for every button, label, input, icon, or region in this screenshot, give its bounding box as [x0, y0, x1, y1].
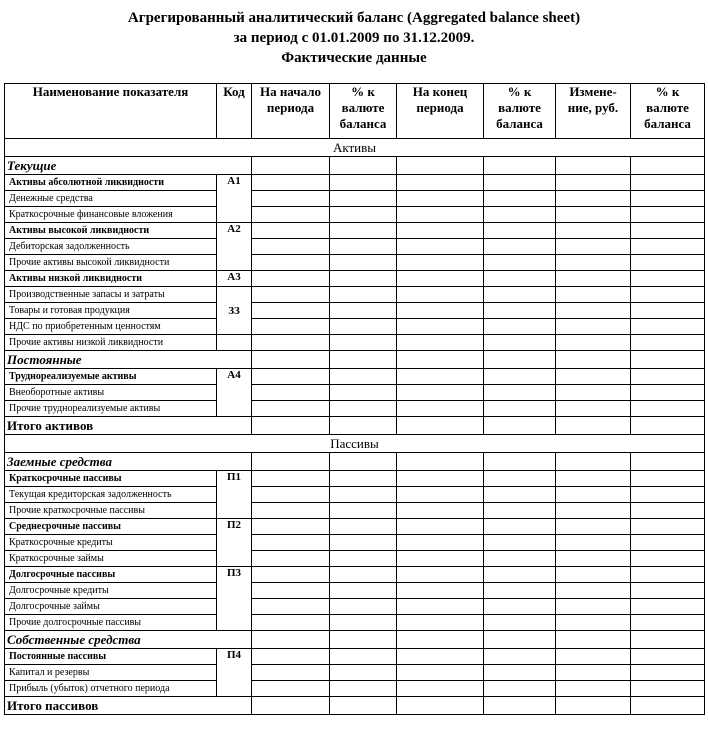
table-row: [5, 567, 705, 583]
table-row: [5, 665, 705, 681]
col-header-code: Код: [217, 84, 252, 139]
code-a1: А1: [217, 175, 252, 223]
table-row: [5, 207, 705, 223]
table-row: [5, 681, 705, 697]
header-row: [5, 84, 705, 139]
row-label: Прочие долгосрочные пассивы: [5, 615, 217, 631]
table-row: [5, 239, 705, 255]
table-row: [5, 551, 705, 567]
col-header-name: Наименование показателя: [5, 84, 217, 139]
table-row: [5, 599, 705, 615]
total-assets: Итого активов: [5, 417, 252, 435]
report-subtitle: Фактические данные: [281, 50, 427, 66]
section-own: Собственные средства: [5, 631, 252, 649]
row-label: Внеоборотные активы: [5, 385, 217, 401]
table-row: [5, 369, 705, 385]
row-label: Краткосрочные займы: [5, 551, 217, 567]
col-header-pct2: % к валюте баланса: [484, 84, 556, 139]
table-row: [5, 519, 705, 535]
row-label: Долгосрочные кредиты: [5, 583, 217, 599]
section-current: Текущие: [5, 157, 252, 175]
row-label: Краткосрочные кредиты: [5, 535, 217, 551]
table-row: [5, 471, 705, 487]
code-a3: А3: [217, 271, 252, 287]
table-row: [5, 175, 705, 191]
table-row: [5, 255, 705, 271]
total-liabilities: Итого пассивов: [5, 697, 252, 715]
group-a2: Активы высокой ликвидности: [5, 223, 217, 239]
row-label: Дебиторская задолженность: [5, 239, 217, 255]
table-row: [5, 535, 705, 551]
group-a4: Труднореализуемые активы: [5, 369, 217, 385]
table-row: [5, 191, 705, 207]
report-title: Агрегированный аналитический баланс (Aggregated balance sheet): [127, 10, 581, 26]
row-label: НДС по приобретенным ценностям: [5, 319, 217, 335]
row-label: Текущая кредиторская задолженность: [5, 487, 217, 503]
balance-table: [4, 83, 705, 715]
row-label: Долгосрочные займы: [5, 599, 217, 615]
table-row: [5, 319, 705, 335]
group-a1: Активы абсолютной ликвидности: [5, 175, 217, 191]
row-label: Прочие труднореализуемые активы: [5, 401, 217, 417]
code-p1: П1: [217, 471, 252, 519]
group-p3: Долгосрочные пассивы: [5, 567, 217, 583]
code-a3-stock: ЗЗ: [217, 287, 252, 335]
row-label: Денежные средства: [5, 191, 217, 207]
code-a4: А4: [217, 369, 252, 417]
col-header-start: На начало периода: [252, 84, 330, 139]
col-header-end: На конец периода: [397, 84, 484, 139]
row-label: Прочие активы низкой ликвидности: [5, 335, 217, 351]
table-row: [5, 223, 705, 239]
table-row: [5, 335, 705, 351]
table-row: [5, 385, 705, 401]
group-a3: Активы низкой ликвидности: [5, 271, 217, 287]
row-label: Прочие краткосрочные пассивы: [5, 503, 217, 519]
table-row: [5, 487, 705, 503]
table-row: [5, 583, 705, 599]
assets-heading: Активы: [5, 139, 705, 157]
row-label: Капитал и резервы: [5, 665, 217, 681]
row-label: Производственные запасы и затраты: [5, 287, 217, 303]
table-row: [5, 401, 705, 417]
code-a2: А2: [217, 223, 252, 271]
col-header-pct3: % к валюте баланса: [631, 84, 705, 139]
row-label: Прибыль (убыток) отчетного периода: [5, 681, 217, 697]
table-row: [5, 271, 705, 287]
group-p2: Среднесрочные пассивы: [5, 519, 217, 535]
col-header-pct1: % к валюте баланса: [330, 84, 397, 139]
table-row: [5, 615, 705, 631]
report-period: за период с 01.01.2009 по 31.12.2009.: [233, 30, 475, 46]
group-p4: Постоянные пассивы: [5, 649, 217, 665]
group-p1: Краткосрочные пассивы: [5, 471, 217, 487]
row-label: Прочие активы высокой ликвидности: [5, 255, 217, 271]
liabilities-heading: Пассивы: [5, 435, 705, 453]
row-label: Краткосрочные финансовые вложения: [5, 207, 217, 223]
row-label: Товары и готовая продукция: [5, 303, 217, 319]
table-row: [5, 303, 705, 319]
col-header-change: Измене-ние, руб.: [556, 84, 631, 139]
code-p3: П3: [217, 567, 252, 631]
section-permanent: Постоянные: [5, 351, 252, 369]
table-row: [5, 503, 705, 519]
code-p4: П4: [217, 649, 252, 697]
section-borrowed: Заемные средства: [5, 453, 252, 471]
code-p2: П2: [217, 519, 252, 567]
table-row: [5, 649, 705, 665]
table-row: [5, 287, 705, 303]
